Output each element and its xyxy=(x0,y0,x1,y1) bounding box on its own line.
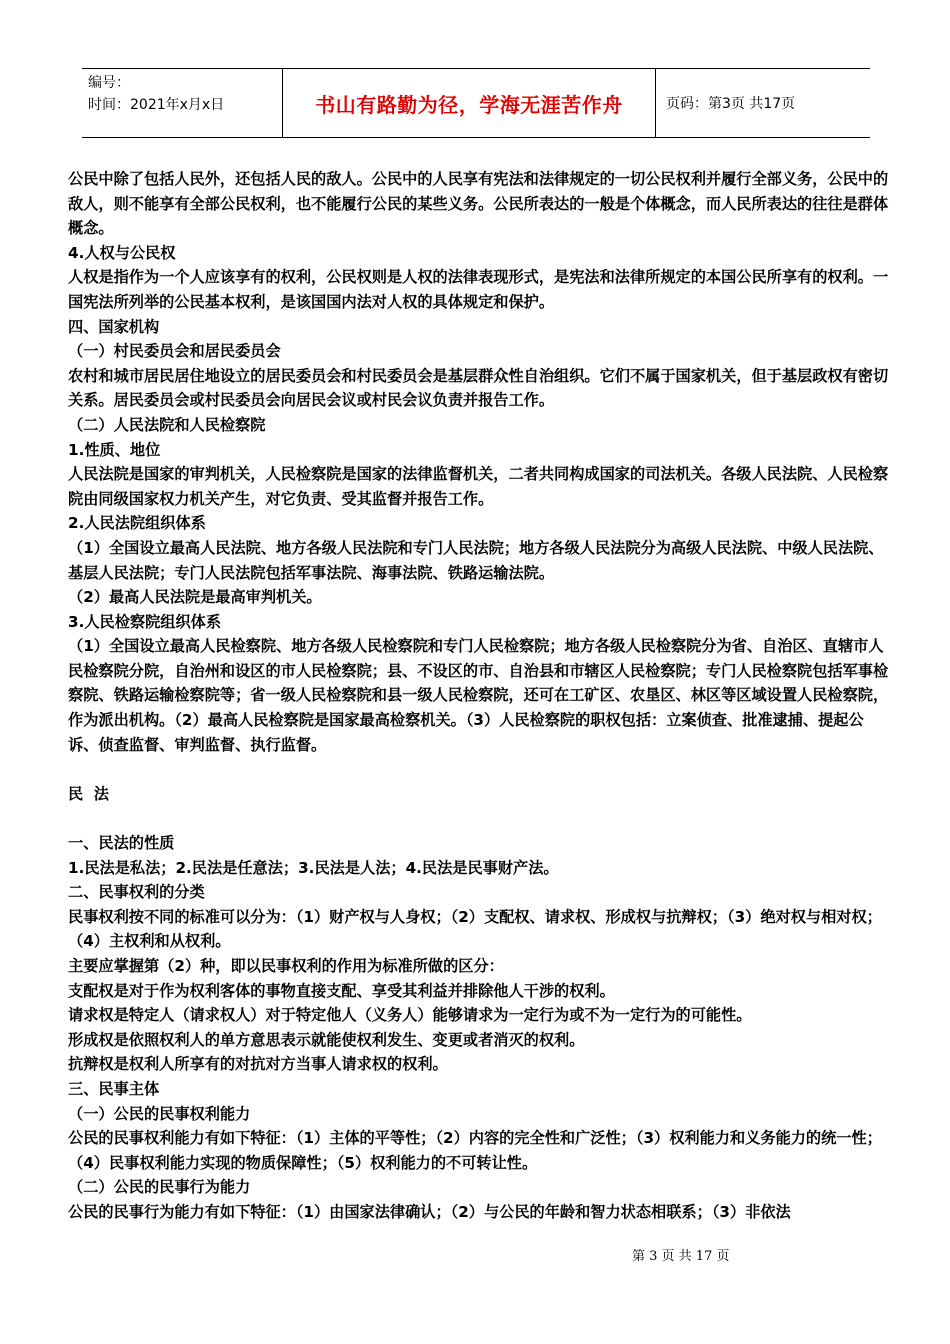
blank-line xyxy=(68,757,890,782)
paragraph: （一）公民的民事权利能力 xyxy=(68,1104,251,1123)
paragraph: （2）最高人民法院是最高审判机关。 xyxy=(68,588,322,607)
paragraph: 二、民事权利的分类 xyxy=(68,883,205,902)
paragraph: 2.人民法院组织体系 xyxy=(68,514,206,533)
paragraph: 公民中除了包括人民外，还包括人民的敌人。公民中的人民享有宪法和法律规定的一切公民权利并履行全部义务，公民中的敌人，则不能享有全部公民权利，也不能履行公民的某些义务。公民所表达的一般是个体概念，而人民所表达的往往是群体概念。 xyxy=(68,170,889,238)
paragraph: 人权是指作为一个人应该享有的权利，公民权则是人权的法律表现形式，是宪法和法律所规定的本国公民所享有的权利。一国宪法所列举的公民基本权利，是该国国内法对人权的具体规定和保护。 xyxy=(68,268,889,311)
paragraph: 主要应掌握第（2）种，即以民事权利的作用为标准所做的区分： xyxy=(68,957,504,975)
number-label: 编号： xyxy=(88,75,130,91)
blank-line xyxy=(68,806,890,831)
paragraph: （一）村民委员会和居民委员会 xyxy=(68,342,281,361)
motto: 书山有路勤为径，学海无涯苦作舟 xyxy=(282,69,656,137)
page-info: 页码：第3页 共17页 xyxy=(666,96,796,112)
header-meta xyxy=(82,69,282,137)
paragraph: （二）人民法院和人民检察院 xyxy=(68,415,266,434)
paragraph: （1）全国设立最高人民检察院、地方各级人民检察院和专门人民检察院；地方各级人民检察院分为省、自治区、直辖市人民检察院分院，自治州和设区的市人民检察院；县、不设区的市、自治县和市辖区人民检察院；专门人民检察院包括军事检察院、铁路运输检察院等；省一级人民检察院和县一级人民检察院，还可在工矿区、农垦区、林区等区域设置人民检察院，作为派出机构。（2）最高人民检察院是国家最高检察机关。（3）人民检察院的职权包括：立案侦查、批准逮捕、提起公诉、侦查监督、审判监督、执行监督。 xyxy=(68,637,889,754)
paragraph: 人民法院是国家的审判机关，人民检察院是国家的法律监督机关，二者共同构成国家的司法机关。各级人民法院、人民检察院由同级国家权力机关产生，对它负责、受其监督并报告工作。 xyxy=(68,465,889,508)
paragraph: 3.人民检察院组织体系 xyxy=(68,612,222,631)
paragraph: 1.性质、地位 xyxy=(68,440,161,459)
paragraph: 三、民事主体 xyxy=(68,1079,160,1098)
paragraph: 农村和城市居民居住地设立的居民委员会和村民委员会是基层群众性自治组织。它们不属于国家机关，但于基层政权有密切关系。居民委员会或村民委员会向居民会议或村民会议负责并报告工作。 xyxy=(68,366,889,410)
time-label: 时间：2021年x月x日 xyxy=(88,97,225,113)
paragraph: 4.人权与公民权 xyxy=(68,243,176,262)
page-header xyxy=(82,68,870,138)
document-body xyxy=(68,167,890,1225)
paragraph: 公民的民事权利能力有如下特征：（1）主体的平等性；（2）内容的完全性和广泛性；（3）权利能力和义务能力的统一性；（4）民事权利能力实现的物质保障性；（5）权利能力的不可转让性。 xyxy=(68,1129,882,1172)
paragraph: 民 法 xyxy=(68,784,109,803)
paragraph: 1.民法是私法；2.民法是任意法；3.民法是人法；4.民法是民事财产法。 xyxy=(68,858,559,877)
page-footer: 第 3 页 共 17 页 xyxy=(632,1249,730,1264)
paragraph: 支配权是对于作为权利客体的事物直接支配、享受其利益并排除他人干涉的权利。 xyxy=(68,981,615,1000)
paragraph: 形成权是依照权利人的单方意思表示就能使权利发生、变更或者消灭的权利。 xyxy=(68,1030,585,1049)
paragraph: 抗辩权是权利人所享有的对抗对方当事人请求权的权利。 xyxy=(68,1055,448,1074)
paragraph: 一、民法的性质 xyxy=(68,834,175,853)
paragraph: 民事权利按不同的标准可以分为：（1）财产权与人身权；（2）支配权、请求权、形成权与抗辩权；（3）绝对权与相对权；（4）主权利和从权利。 xyxy=(68,907,882,951)
paragraph: 请求权是特定人（请求权人）对于特定他人（义务人）能够请求为一定行为或不为一定行为的可能性。 xyxy=(68,1006,752,1025)
paragraph: 公民的民事行为能力有如下特征：（1）由国家法律确认；（2）与公民的年龄和智力状态相联系；（3）非依法 xyxy=(68,1202,791,1221)
paragraph: （1）全国设立最高人民法院、地方各级人民法院和专门人民法院；地方各级人民法院分为高级人民法院、中级人民法院、基层人民法院；专门人民法院包括军事法院、海事法院、铁路运输法院。 xyxy=(68,538,884,582)
paragraph: 四、国家机构 xyxy=(68,317,160,336)
paragraph: （二）公民的民事行为能力 xyxy=(68,1178,251,1197)
